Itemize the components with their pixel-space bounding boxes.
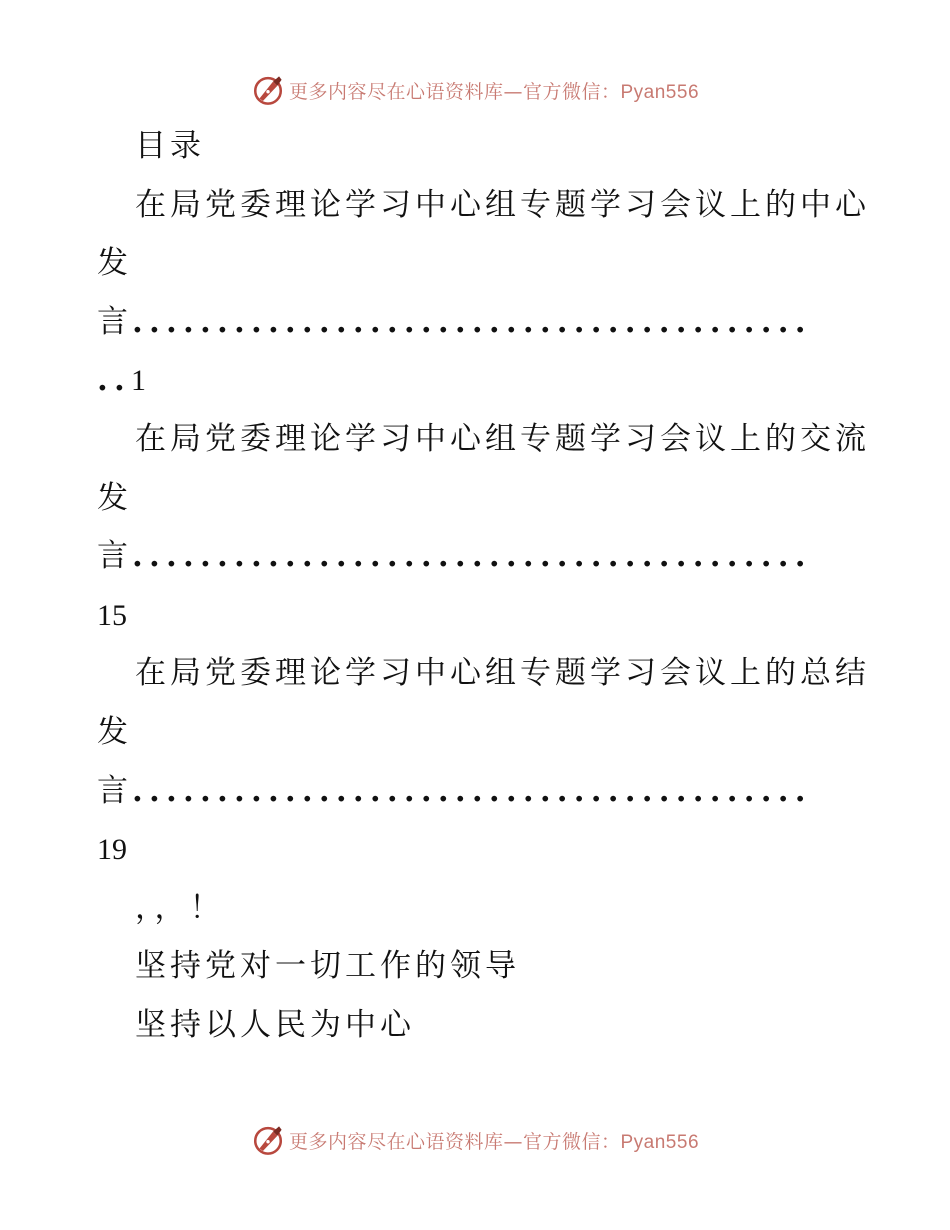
body-line-2: 坚持以人民为中心: [135, 1006, 415, 1043]
toc-entry-1-title-line2: 发: [97, 245, 132, 282]
header-watermark: [0, 70, 950, 110]
toc-entry-3-leader-line: [97, 762, 857, 821]
watermark-text: [289, 1127, 699, 1154]
toc-entry-2-leader: ........................................: [132, 538, 812, 575]
watermark-text: [289, 77, 699, 104]
toc-title: 目录: [135, 128, 205, 164]
toc-entry-1-title-line1: 在局党委理论学习中心组专题学习会议上的中心: [135, 186, 870, 223]
toc-entry-2-page-line: [97, 586, 857, 645]
pen-nib-logo-icon: [251, 73, 285, 107]
pen-nib-logo-icon: [251, 1123, 285, 1157]
toc-entry-2-title-line2: 发: [97, 479, 132, 516]
watermark-brand: 更多内容尽在心语资料库: [288, 1130, 504, 1153]
watermark-brand: 更多内容尽在心语资料库: [288, 80, 504, 103]
watermark-contact-id: Pyan556: [620, 1131, 700, 1153]
toc-entry-1-leader: ........................................: [132, 303, 812, 340]
watermark-contact-label: 官方微信：: [522, 1130, 621, 1153]
toc-entry-2-page: 15: [97, 598, 127, 632]
watermark-separator: —: [503, 1130, 523, 1153]
toc-entry-3-leader: ........................................: [132, 772, 812, 809]
toc-entry-2-lead-char: 言: [97, 538, 132, 575]
toc-entry-3-title-line2: 发: [97, 713, 132, 750]
body-line-1: 坚持党对一切工作的领导: [135, 948, 520, 985]
toc-entry-1-page: 1: [131, 364, 146, 398]
watermark-contact-label: 官方微信：: [522, 80, 621, 103]
watermark-separator: —: [503, 80, 523, 103]
toc-entry-1-page-line: [97, 351, 857, 410]
footer-watermark: [0, 1120, 950, 1160]
toc-entry-3-title-line1: 在局党委理论学习中心组专题学习会议上的总结: [135, 655, 870, 692]
document-body: [97, 117, 870, 1055]
watermark-contact-id: Pyan556: [620, 81, 700, 103]
toc-entry-3-page-line: [97, 820, 857, 879]
toc-entry-2-leader-line: [97, 527, 857, 586]
toc-entry-3-page: 19: [97, 833, 127, 867]
toc-entry-1-leader-line: [97, 293, 857, 352]
toc-entry-2-title-line1: 在局党委理论学习中心组专题学习会议上的交流: [135, 420, 870, 457]
body-punct-line: ，，！: [135, 889, 225, 926]
toc-entry-3-lead-char: 言: [97, 772, 132, 809]
toc-entry-1-lead-char: 言: [97, 303, 132, 340]
toc-entry-1-page-prefix: ..: [97, 362, 131, 399]
